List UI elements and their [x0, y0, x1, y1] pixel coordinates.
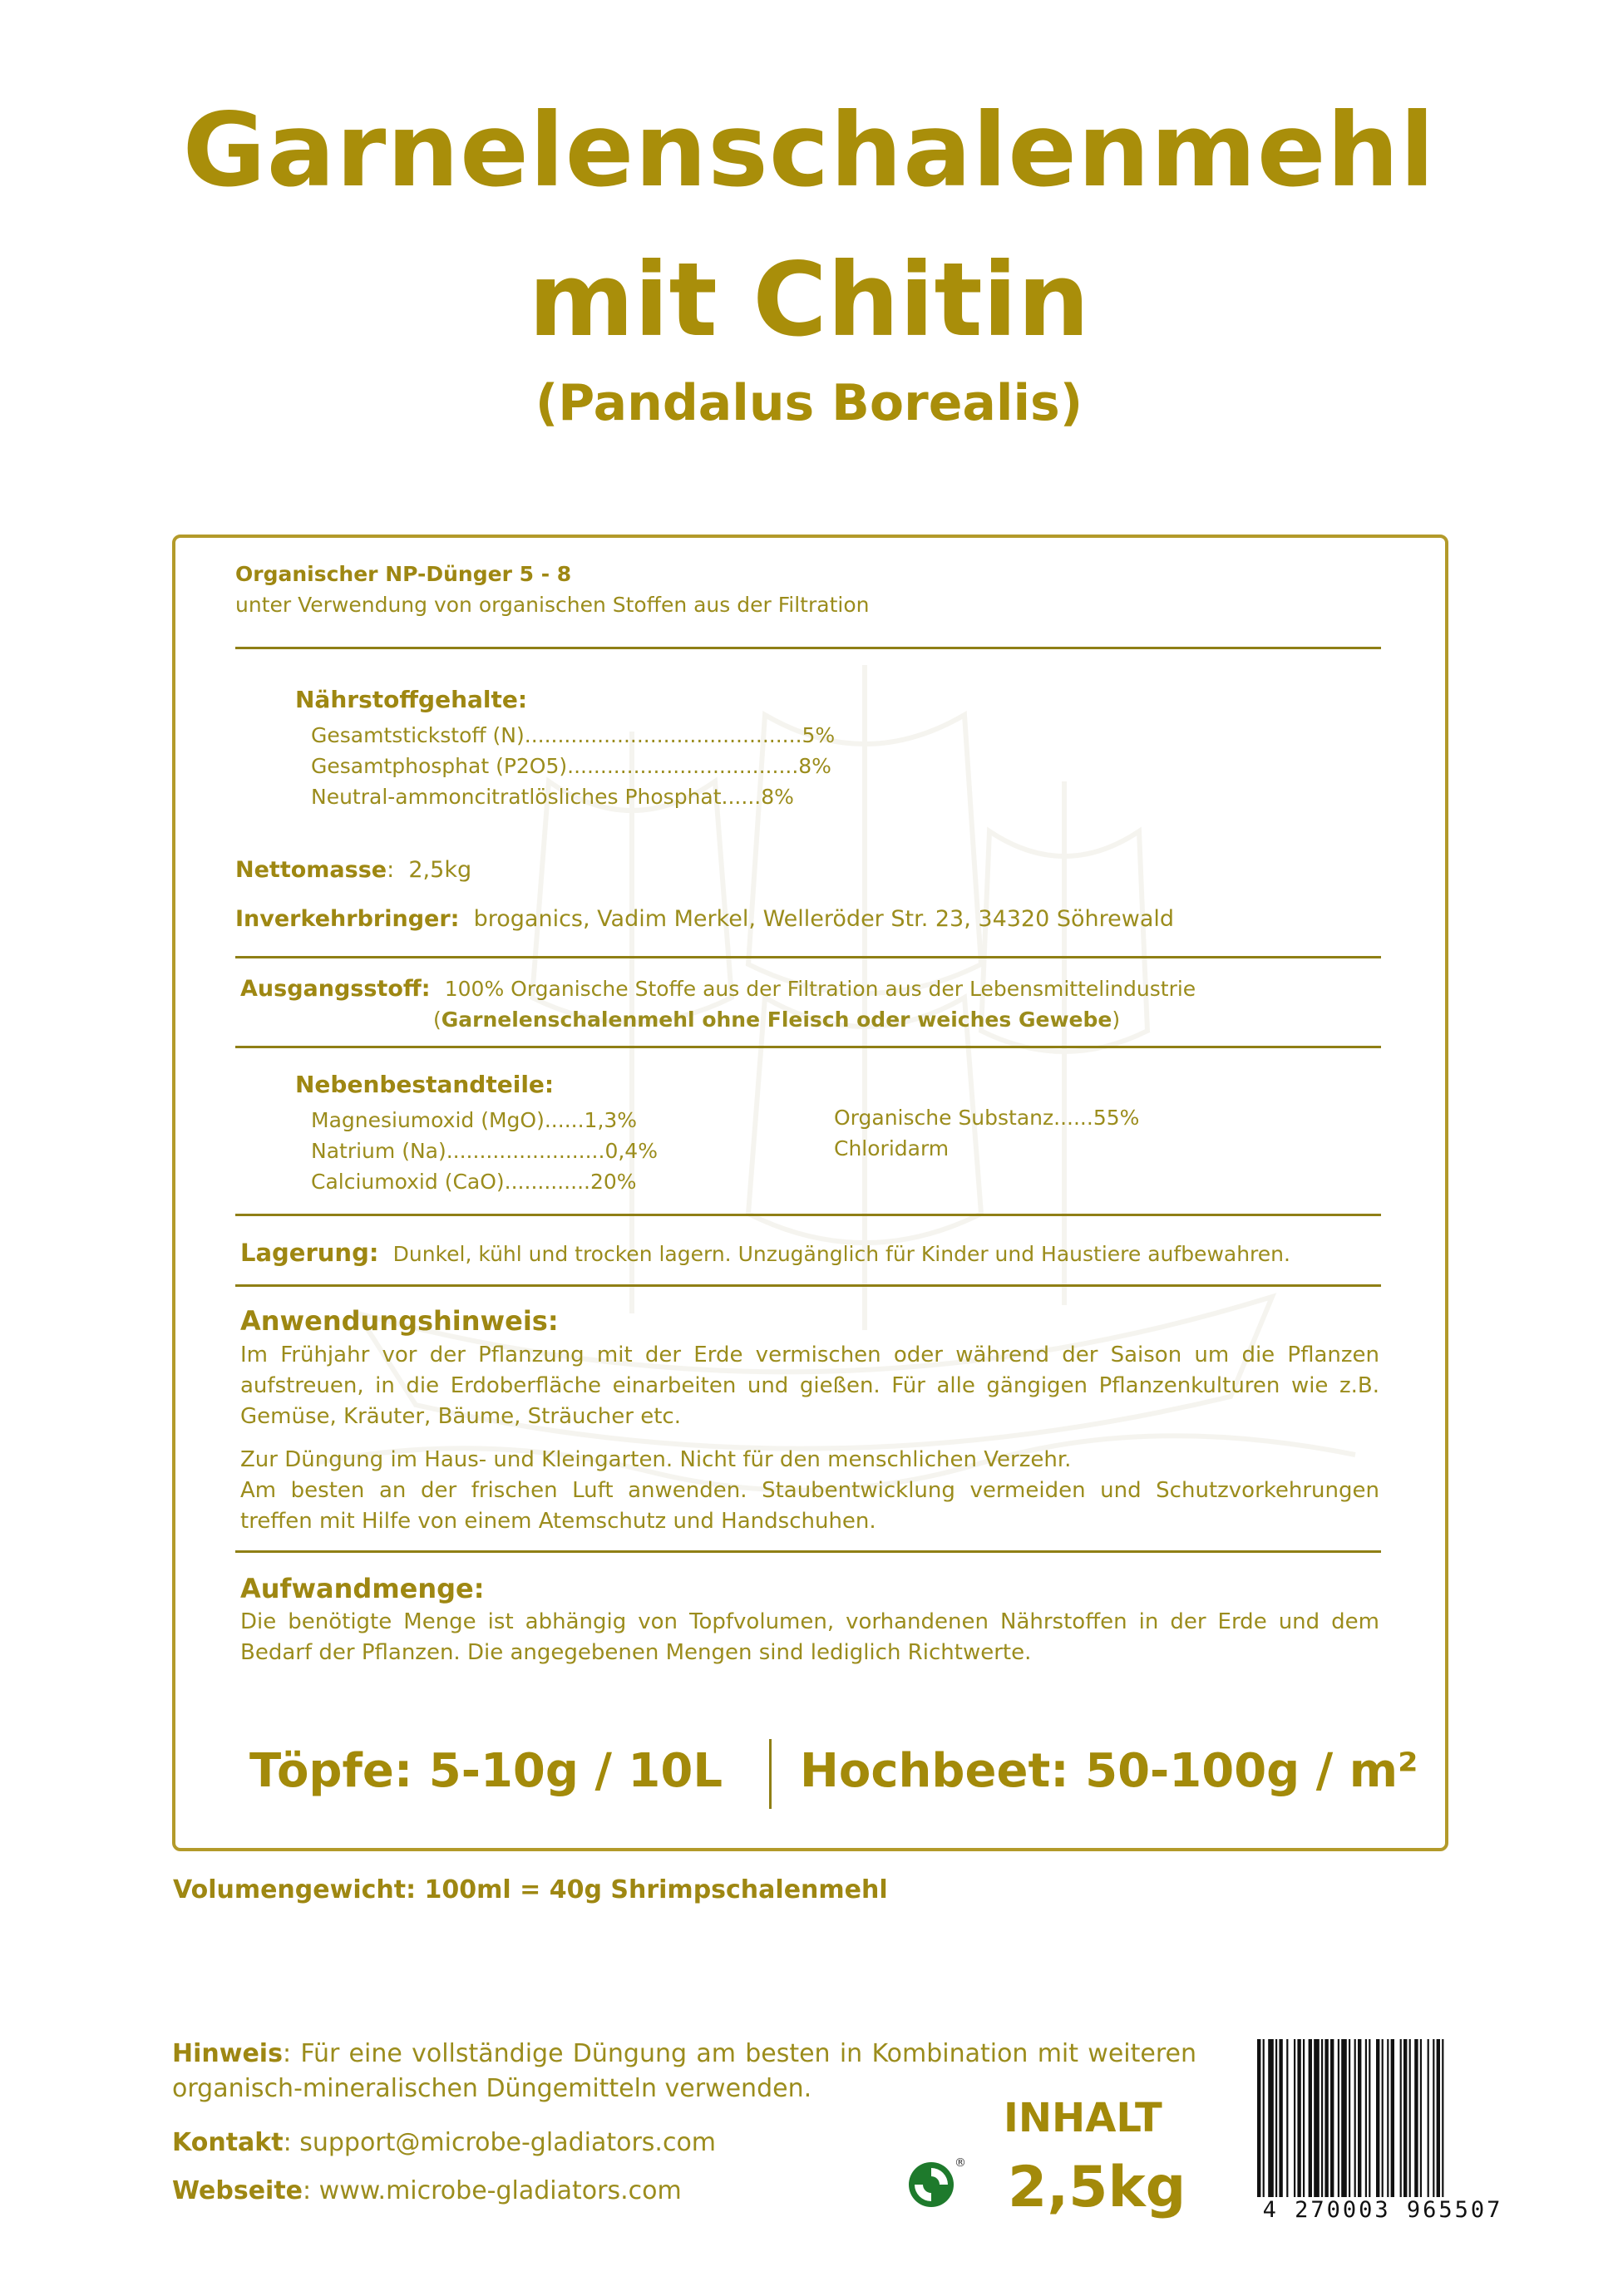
divider	[235, 1284, 1381, 1287]
usage-paragraph-1: Im Frühjahr vor der Pflanzung mit der Erde vermischen oder während der Saison um die Pflanzen aufstreuen, in die Erdoberfläche einarbeiten und gießen. Für alle gängigen Pflanzenkulturen wie z.B. Gemüse, Kräuter, Bäume, Sträucher etc.	[240, 1343, 1379, 1429]
barcode-bar	[1433, 2039, 1434, 2197]
secondary-heading: Nebenbestandteile:	[295, 1071, 555, 1098]
barcode-icon	[1257, 2039, 1520, 2197]
barcode-bar	[1338, 2039, 1339, 2197]
content-label: INHALT	[1004, 2095, 1162, 2141]
barcode-bar	[1263, 2039, 1265, 2197]
divider	[235, 1214, 1381, 1216]
barcode-bar	[1400, 2039, 1402, 2197]
usage-heading: Anwendungshinweis:	[240, 1305, 559, 1337]
barcode-bar	[1309, 2039, 1312, 2197]
usage-paragraph-2a: Zur Düngung im Haus- und Kleingarten. Nicht für den menschlichen Verzehr.	[240, 1447, 1072, 1472]
barcode-bar	[1349, 2039, 1350, 2197]
barcode-bar	[1403, 2039, 1407, 2197]
dosage-text: Die benötigte Menge ist abhängig von Topfvolumen, vorhandenen Nährstoffen in der Erde und dem Bedarf der Pflanzen. Die angegebenen Mengen sind lediglich Richtwerte.	[240, 1609, 1379, 1665]
title-line-1: Garnelenschalenmehl	[182, 91, 1436, 209]
distributor-label: Inverkehrbringer:	[235, 906, 460, 932]
contact-value[interactable]: : support@microbe-gladiators.com	[283, 2128, 717, 2157]
secondary-chloride: Chloridarm	[834, 1136, 950, 1160]
net-mass	[235, 857, 471, 883]
storage-label: Lagerung:	[240, 1239, 379, 1267]
barcode-bar	[1279, 2039, 1282, 2197]
nutrients-heading: Nährstoffgehalte:	[295, 686, 528, 713]
barcode-bar	[1376, 2039, 1379, 2197]
net-mass-value: 2,5kg	[408, 857, 472, 883]
dosage-heading: Aufwandmenge:	[240, 1573, 485, 1604]
barcode-bar	[1321, 2039, 1323, 2197]
barcode-bar	[1303, 2039, 1305, 2197]
pots-dosage: Töpfe: 5-10g / 10L	[249, 1744, 723, 1798]
barcode-bar	[1369, 2039, 1370, 2197]
content-value: 2,5kg	[1008, 2155, 1186, 2220]
barcode-bar	[1275, 2039, 1277, 2197]
barcode-bar	[1297, 2039, 1300, 2197]
barcode-bar	[1268, 2039, 1274, 2197]
nutrient-soluble-phosphate: Neutral-ammoncitratlösliches Phosphat......8%	[311, 785, 794, 809]
barcode-bar	[1414, 2039, 1418, 2197]
storage	[240, 1239, 1290, 1267]
divider	[235, 647, 1381, 649]
title-line-3: (Pandalus Borealis)	[535, 374, 1083, 432]
contact	[172, 2128, 716, 2157]
contact-label: Kontakt	[172, 2128, 284, 2157]
nutrient-nitrogen: Gesamtstickstoff (N)..........................................5%	[311, 723, 836, 747]
divider	[235, 1550, 1381, 1553]
secondary-magnesium: Magnesiumoxid (MgO)......1,3%	[311, 1108, 638, 1132]
barcode-bar	[1257, 2039, 1260, 2197]
website-label: Webseite	[172, 2176, 303, 2205]
website-value[interactable]: : www.microbe-gladiators.com	[303, 2176, 682, 2205]
raised-bed-dosage: Hochbeet: 50-100g / m²	[800, 1744, 1418, 1798]
dosage-divider	[769, 1739, 772, 1809]
registered-mark: ®	[955, 2156, 966, 2170]
product-type: Organischer NP-Dünger 5 - 8	[235, 562, 572, 586]
barcode-bar	[1420, 2039, 1422, 2197]
source-detail-bold: Garnelenschalenmehl ohne Fleisch oder weiches Gewebe	[441, 1008, 1112, 1032]
source-detail: (Garnelenschalenmehl ohne Fleisch oder weiches Gewebe)	[433, 1008, 1121, 1032]
barcode-bar	[1437, 2039, 1440, 2197]
title-line-2: mit Chitin	[528, 241, 1090, 359]
barcode-bar	[1442, 2039, 1443, 2197]
barcode-number: 4 270003 965507	[1262, 2197, 1503, 2223]
usage-paragraph-2b: Am besten an der frischen Luft anwenden. Staubentwicklung vermeiden und Schutzvorkehrungen treffen mit Hilfe von einem Atemschutz und Handschuhen.	[240, 1478, 1379, 1534]
volume-weight: Volumengewicht: 100ml = 40g Shrimpschalenmehl	[173, 1875, 888, 1904]
barcode-bar	[1354, 2039, 1356, 2197]
barcode-bar	[1314, 2039, 1320, 2197]
barcode-bar	[1324, 2039, 1328, 2197]
green-dot-icon	[906, 2160, 956, 2210]
source-value: 100% Organische Stoffe aus der Filtration aus der Lebensmittelindustrie	[444, 977, 1196, 1001]
secondary-organic: Organische Substanz......55%	[834, 1106, 1140, 1130]
net-mass-label: Nettomasse	[235, 857, 387, 883]
nutrient-phosphate: Gesamtphosphat (P2O5)...................................8%	[311, 754, 831, 778]
barcode-bar	[1286, 2039, 1288, 2197]
barcode-bar	[1409, 2039, 1411, 2197]
source-label: Ausgangsstoff:	[240, 976, 431, 1002]
barcode-bar	[1341, 2039, 1347, 2197]
barcode-bar	[1365, 2039, 1367, 2197]
divider	[235, 1046, 1381, 1048]
net-mass-colon: :	[387, 857, 395, 883]
barcode-bar	[1294, 2039, 1295, 2197]
divider	[235, 956, 1381, 958]
barcode-bar	[1428, 2039, 1429, 2197]
barcode-bar	[1391, 2039, 1394, 2197]
barcode-bar	[1358, 2039, 1361, 2197]
hint-text: : Für eine vollständige Düngung am besten in Kombination mit weiteren organisch-mineralischen Düngemitteln verwenden.	[172, 2039, 1196, 2103]
barcode-bar	[1330, 2039, 1334, 2197]
product-subtitle: unter Verwendung von organischen Stoffen aus der Filtration	[235, 593, 870, 617]
barcode-bar	[1387, 2039, 1389, 2197]
hint-label: Hinweis	[172, 2039, 283, 2068]
distributor-value: broganics, Vadim Merkel, Welleröder Str. 23, 34320 Söhrewald	[473, 906, 1175, 932]
barcode-bar	[1382, 2039, 1384, 2197]
distributor	[235, 906, 1174, 932]
storage-value: Dunkel, kühl und trocken lagern. Unzugänglich für Kinder und Haustiere aufbewahren.	[392, 1242, 1290, 1266]
secondary-calcium: Calciumoxid (CaO).............20%	[311, 1170, 637, 1194]
source	[240, 976, 1196, 1002]
website	[172, 2176, 682, 2205]
secondary-sodium: Natrium (Na)........................0,4%	[311, 1139, 658, 1163]
